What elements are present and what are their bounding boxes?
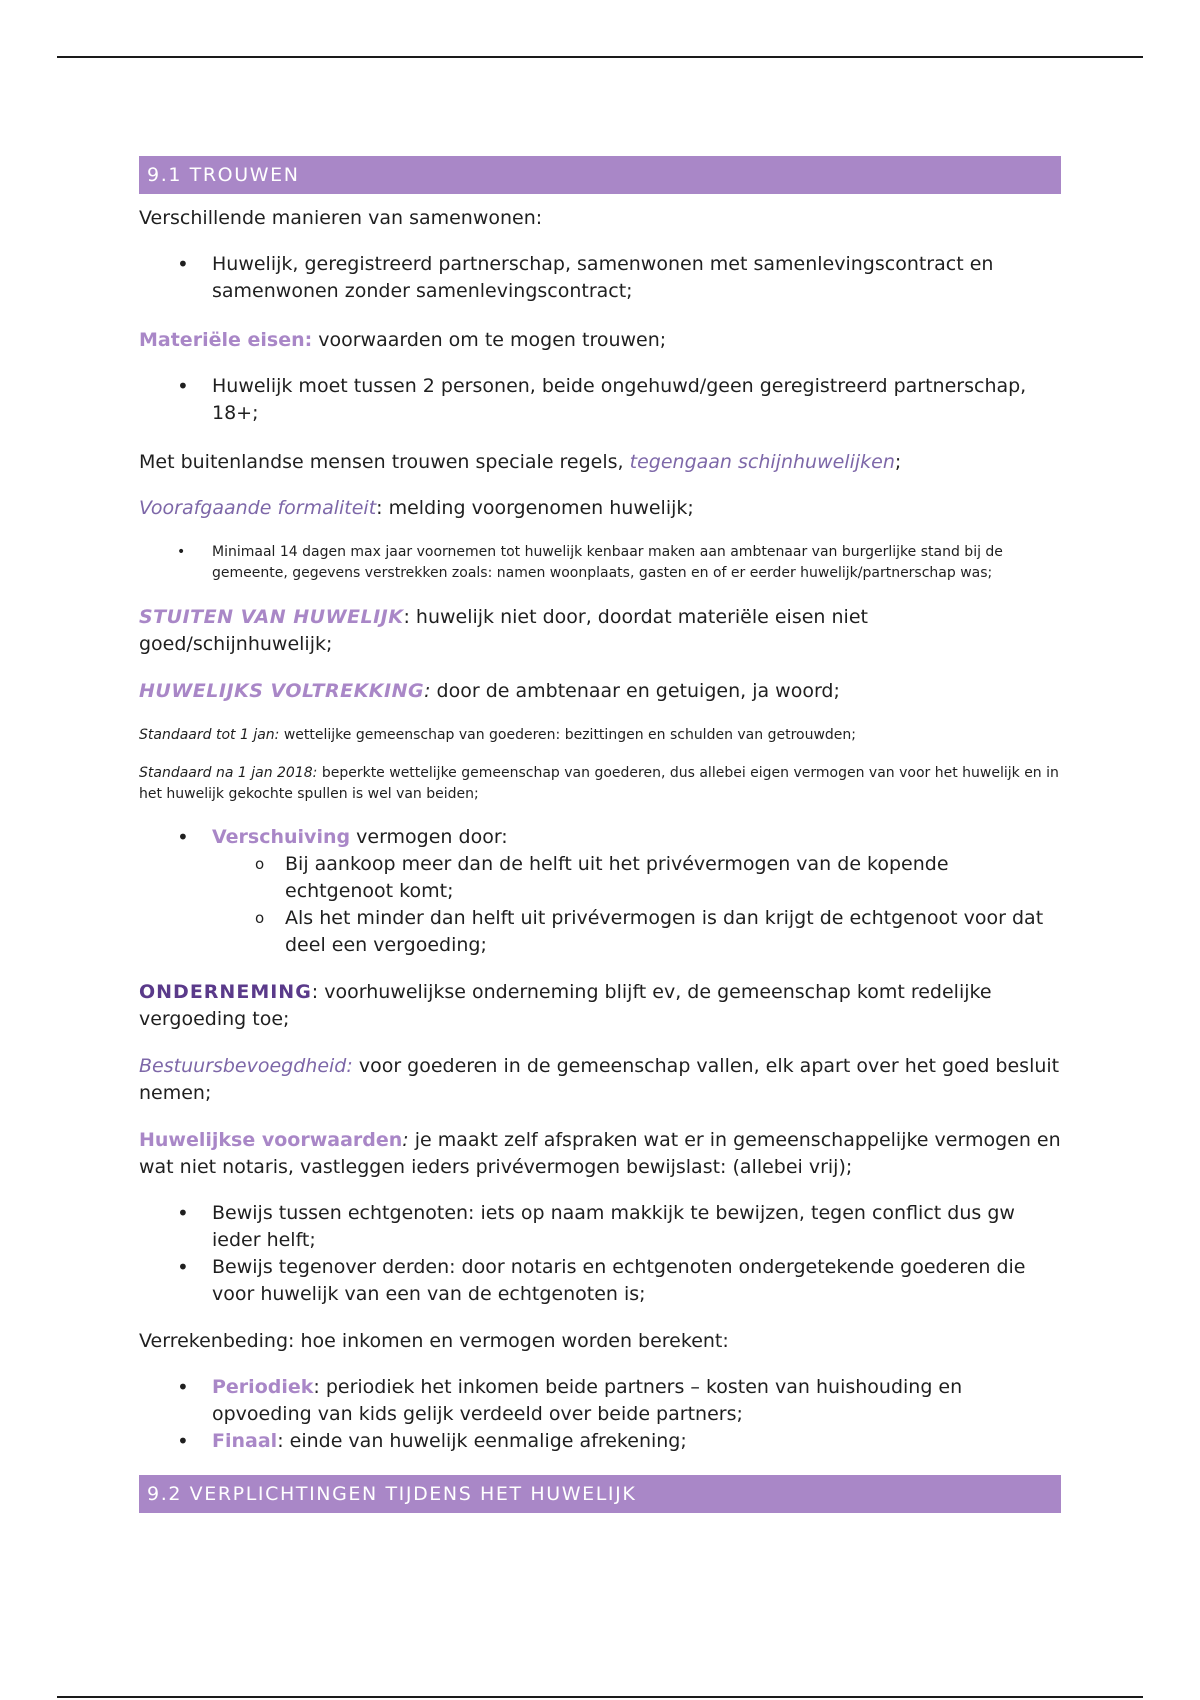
term-finaal: Finaal — [212, 1430, 278, 1452]
materiele-eisen-paragraph — [139, 327, 1061, 354]
verrekenbeding-list — [139, 1374, 1061, 1455]
voorwaarden-paragraph — [139, 1127, 1061, 1181]
term-onderneming: ONDERNEMING — [139, 981, 312, 1003]
paragraph-text: door de ambtenaar en getuigen, ja woord; — [430, 680, 840, 702]
standaard-na-label: Standaard na 1 jan 2018: — [139, 765, 318, 781]
paragraph-text: : einde van huwelijk eenmalige afrekening; — [277, 1430, 687, 1452]
sub-list-item: o Als het minder dan helft uit privévermogen is dan krijgt de echtgenoot voor dat deel een vergoeding; — [139, 905, 1061, 959]
standaard-na-paragraph — [139, 763, 1061, 805]
paragraph-text: voorwaarden om te mogen trouwen; — [312, 329, 667, 351]
standaard-tot-paragraph — [139, 725, 1061, 746]
onderneming-paragraph — [139, 979, 1061, 1033]
list-item: • Bewijs tegenover derden: door notaris en echtgenoten ondergetekende goederen die voor huwelijk van een van de echtgenoten is; — [139, 1254, 1061, 1308]
standaard-tot-label: Standaard tot 1 jan: — [139, 727, 280, 743]
paragraph-text: voor goederen in de gemeenschap vallen, elk apart over het goed besluit nemen; — [139, 1055, 1060, 1104]
list-item: • Bewijs tussen echtgenoten: iets op naam makkijk te bewijzen, tegen conflict dus gw ieder helft; — [139, 1200, 1061, 1254]
term-schijnhuwelijken: tegengaan schijnhuwelijken — [629, 451, 895, 473]
voltrekking-paragraph — [139, 678, 1061, 705]
page-top-rule — [57, 56, 1143, 58]
samenwonen-list — [139, 251, 1061, 305]
term-stuiten: STUITEN VAN HUWELIJK — [139, 606, 404, 628]
verschuiving-list — [139, 824, 1061, 959]
paragraph-text: wettelijke gemeenschap van goederen: bezittingen en schulden van getrouwden; — [279, 727, 857, 743]
list-item: • Huwelijk, geregistreerd partnerschap, samenwonen met samenlevingscontract en samenwonen zonder samenlevingscontract; — [139, 251, 1061, 305]
list-item — [139, 1374, 1061, 1428]
formaliteit-list — [139, 542, 1061, 584]
term-verschuiving: Verschuiving — [212, 826, 351, 848]
paragraph-text: ; — [894, 451, 902, 473]
intro-paragraph: Verschillende manieren van samenwonen: — [139, 207, 543, 229]
paragraph-text: : melding voorgenomen huwelijk; — [376, 497, 694, 519]
bewijs-list — [139, 1200, 1061, 1308]
paragraph-text: : huwelijk niet door, doordat materiële eisen niet goed/schijnhuwelijk; — [139, 606, 868, 655]
term-materiele-eisen: Materiële eisen: — [139, 329, 313, 351]
materiele-eisen-list — [139, 373, 1061, 427]
buitenland-paragraph — [139, 449, 1061, 476]
document-content — [139, 156, 1061, 1513]
term-formaliteit: Voorafgaande formaliteit — [139, 497, 377, 519]
section-heading-trouwen: 9.1 TROUWEN — [139, 156, 1061, 194]
paragraph-text: je maakt zelf afspraken wat er in gemeenschappelijke vermogen en wat niet notaris, vastleggen ieders privévermogen bewijslast: (allebei vrij); — [139, 1129, 1061, 1178]
section-heading-verplichtingen: 9.2 VERPLICHTINGEN TIJDENS HET HUWELIJK — [139, 1475, 1061, 1513]
list-item — [139, 824, 1061, 851]
term-periodiek: Periodiek — [212, 1376, 314, 1398]
verrekenbeding-paragraph: Verrekenbeding: hoe inkomen en vermogen worden berekent: — [139, 1330, 729, 1352]
page-bottom-rule — [57, 1696, 1143, 1698]
paragraph-text: vermogen door: — [350, 826, 508, 848]
paragraph-text: : periodiek het inkomen beide partners – kosten van huishouding en opvoeding van kids gelijk verdeeld over beide partners; — [212, 1376, 963, 1425]
stuiten-paragraph — [139, 604, 1061, 658]
paragraph-text: beperkte wettelijke gemeenschap van goederen, dus allebei eigen vermogen van voor het huwelijk en in het huwelijk gekochte spullen is wel van beiden; — [139, 765, 1059, 802]
paragraph-text: : — [402, 1129, 409, 1151]
list-item: • Huwelijk moet tussen 2 personen, beide ongehuwd/geen geregistreerd partnerschap, 18+; — [139, 373, 1061, 427]
term-huwelijkse-voorwaarden: Huwelijkse voorwaarden — [139, 1129, 403, 1151]
sub-list-item: o Bij aankoop meer dan de helft uit het privévermogen van de kopende echtgenoot komt; — [139, 851, 1061, 905]
formaliteit-paragraph — [139, 495, 1061, 522]
paragraph-text: : voorhuwelijkse onderneming blijft ev, de gemeenschap komt redelijke vergoeding toe; — [139, 981, 992, 1030]
list-item — [139, 1428, 1061, 1455]
paragraph-text: Met buitenlandse mensen trouwen speciale regels, — [139, 451, 630, 473]
paragraph-text: : — [424, 680, 431, 702]
term-bestuursbevoegdheid: Bestuursbevoegdheid: — [139, 1055, 353, 1077]
term-voltrekking: HUWELIJKS VOLTREKKING — [139, 680, 425, 702]
bestuur-paragraph — [139, 1053, 1061, 1107]
list-item: • Minimaal 14 dagen max jaar voornemen tot huwelijk kenbaar maken aan ambtenaar van burgerlijke stand bij de gemeente, gegevens verstrekken zoals: namen woonplaats, gasten en of er eerder huwelijk/partnerschap was; — [139, 542, 1061, 584]
